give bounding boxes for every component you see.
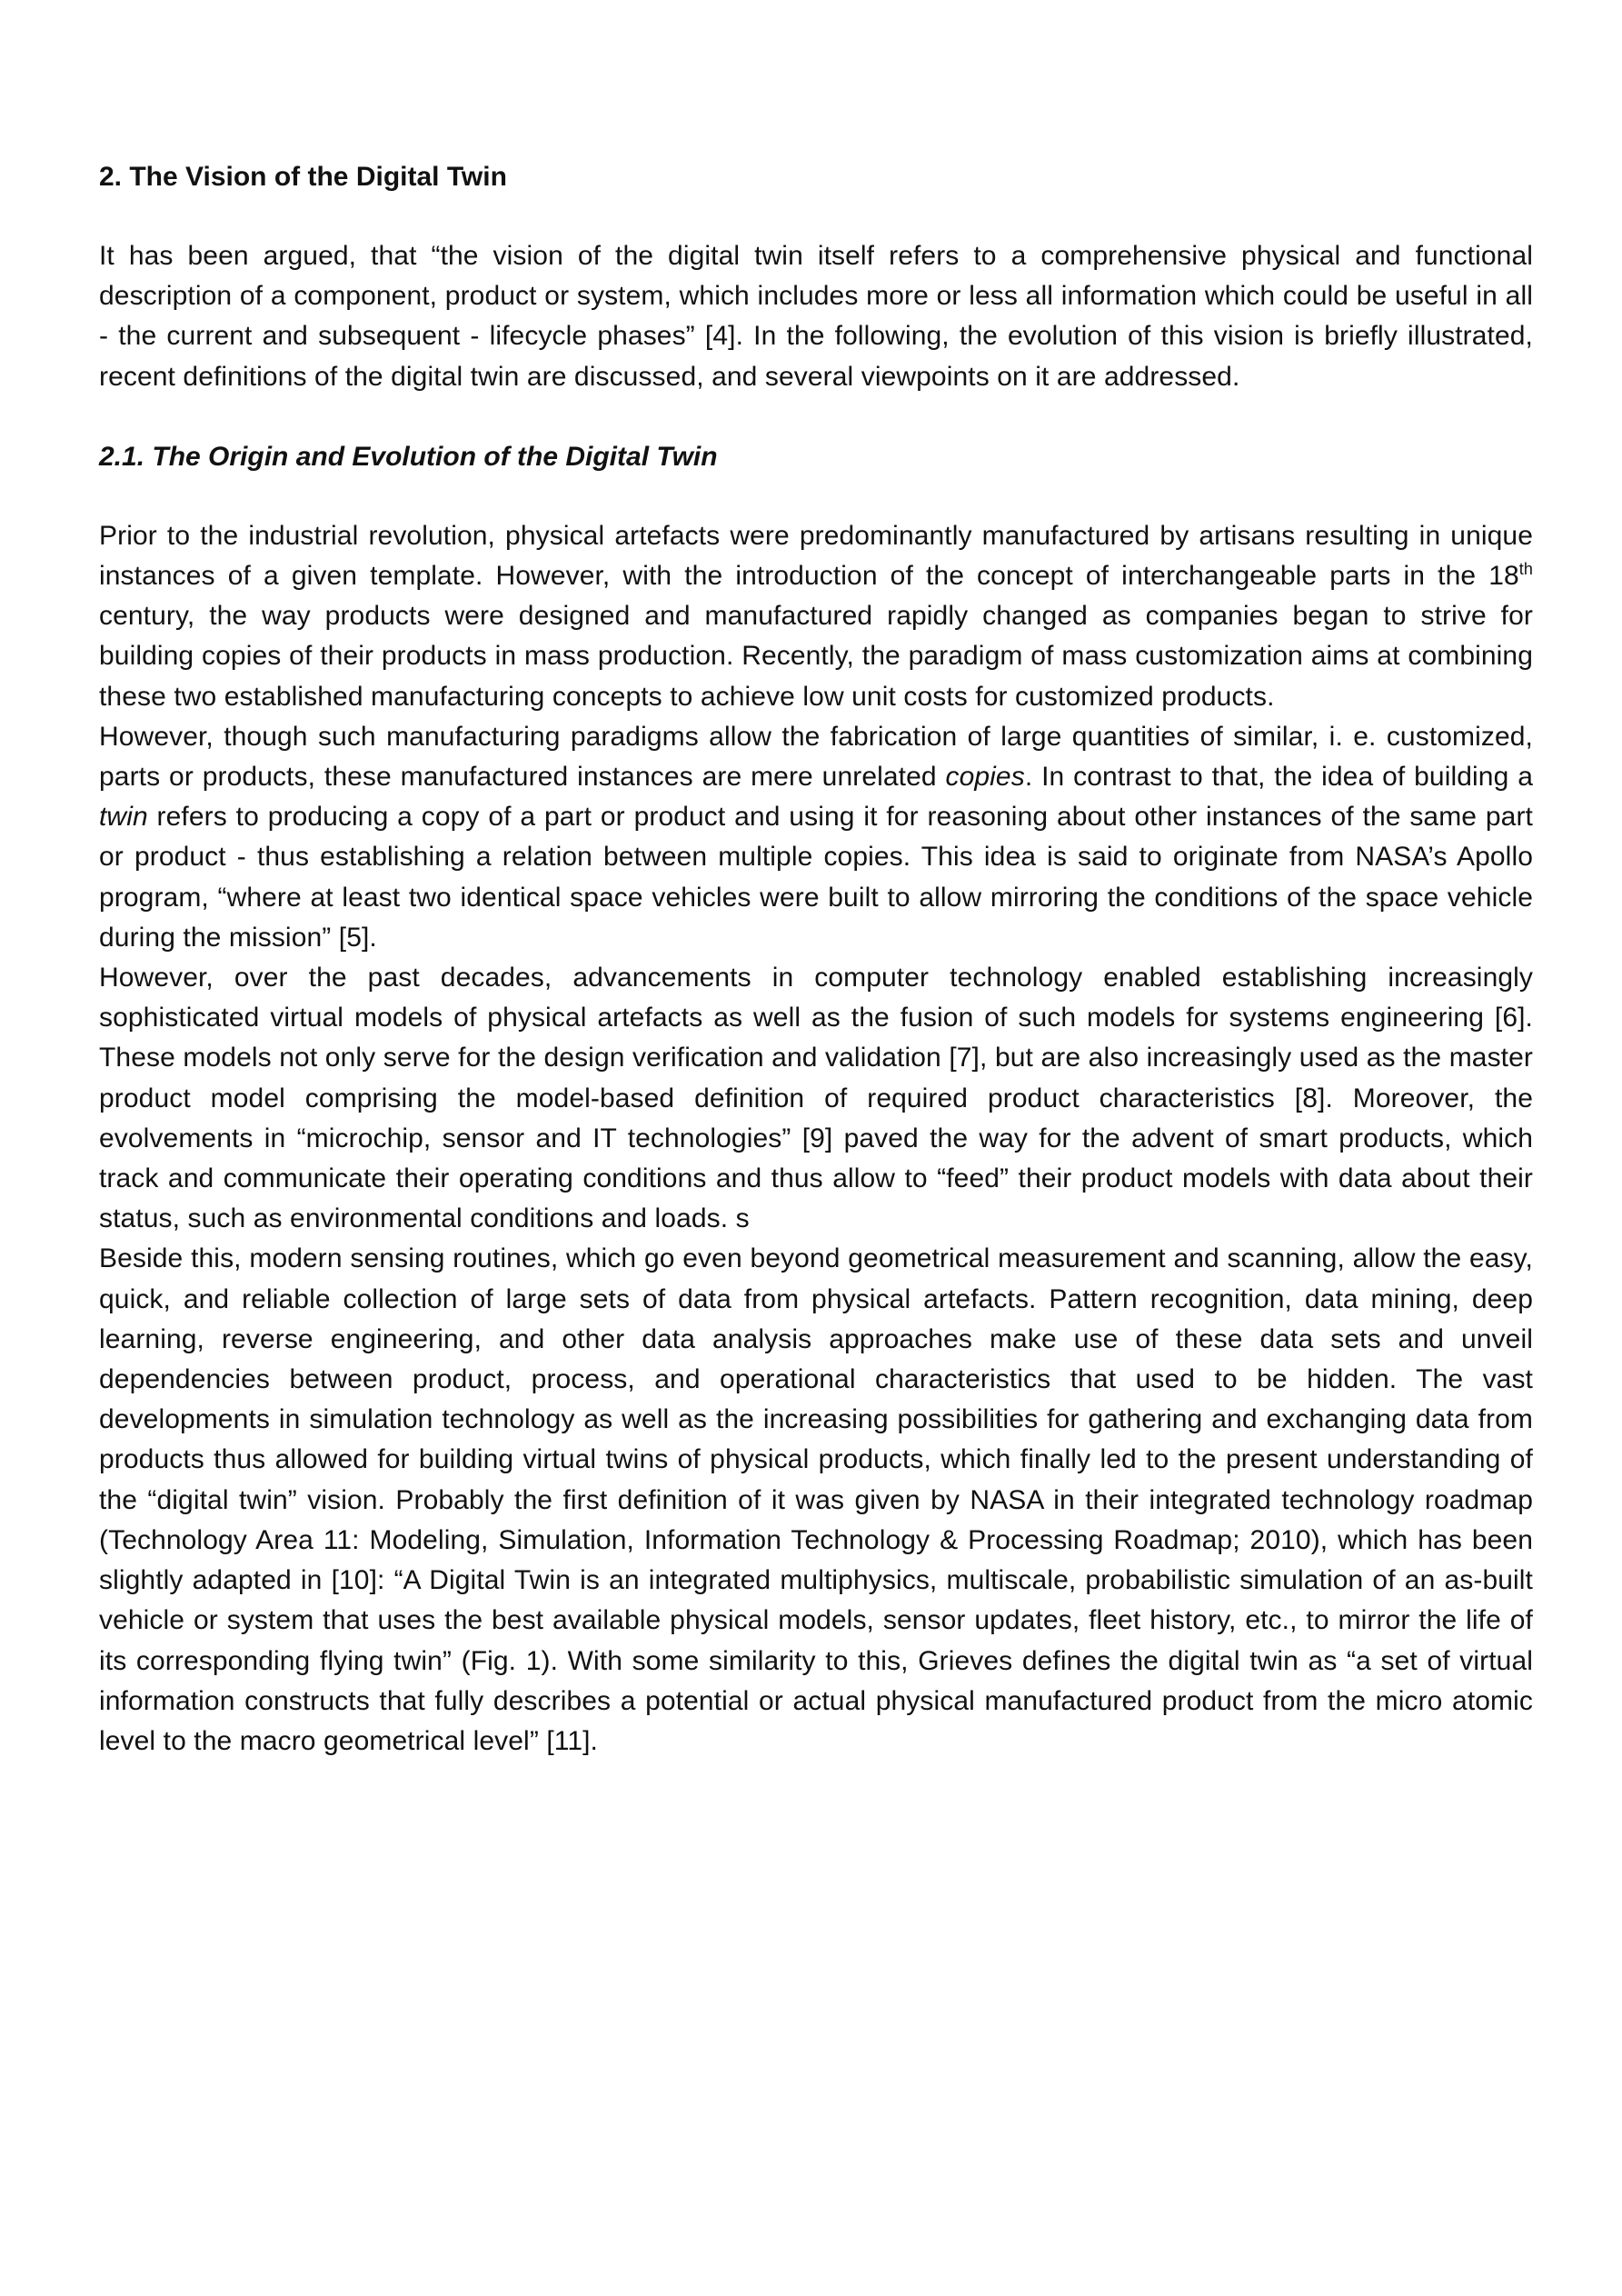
- intro-paragraph: It has been argued, that “the vision of the digital twin itself refers to a comprehensive physical and functional description of a component, product or system, which includes more or less all information which could be useful in all - the current and subsequent - lifecycle phases” [4]. In the following, the evolution of this vision is briefly illustrated, recent definitions of the digital twin are discussed, and several viewpoints on it are addressed.: [99, 241, 1533, 392]
- paragraph-1-text-b: century, the way products were designed and manufactured rapidly changed as companies began to strive for building copies of their products in mass production. Recently, the paradigm of mass customization aims at combining these two established manufacturing concepts to achieve low unit costs for customized products.: [99, 601, 1533, 712]
- paragraph-4: Beside this, modern sensing routines, which go even beyond geometrical measurement and scanning, allow the easy, quick, and reliable collection of large sets of data from physical artefacts. Pattern recognition, data mining, deep learning, reverse engineering, and other data analysis approaches make use of these data sets and unveil dependencies between product, process, and operational characteristics that used to be hidden. The vast developments in simulation technology as well as the increasing possibilities for gathering and exchanging data from products thus allowed for building virtual twins of physical products, which finally led to the present understanding of the “digital twin” vision. Probably the first definition of it was given by NASA in their integrated technology roadmap (Technology Area 11: Modeling, Simulation, Information Technology & Processing Roadmap; 2010), which has been slightly adapted in [10]: “A Digital Twin is an integrated multiphysics, multiscale, probabilistic simulation of an as-built vehicle or system that uses the best available physical models, sensor updates, fleet history, etc., to mirror the life of its corresponding flying twin” (Fig. 1). With some similarity to this, Grieves defines the digital twin as “a set of virtual information constructs that fully describes a potential or actual physical manufactured product from the micro atomic level to the macro geometrical level” [11].: [99, 1243, 1533, 1756]
- emphasis-copies: copies: [945, 762, 1025, 793]
- subsection-heading: 2.1. The Origin and Evolution of the Digital Twin: [99, 441, 718, 472]
- paragraph-2: [99, 717, 1533, 958]
- paragraph-2-text-b: . In contrast to that, the idea of building a: [1024, 762, 1533, 793]
- superscript-th: th: [1518, 560, 1533, 579]
- paragraph-1: [99, 516, 1533, 717]
- section-heading: 2. The Vision of the Digital Twin: [99, 162, 507, 192]
- paragraph-2-text-a: However, though such manufacturing paradigms allow the fabrication of large quantities of similar, i. e. customized, parts or products, these manufactured instances are mere unrelated: [99, 721, 1533, 793]
- document-page: [99, 157, 1533, 1762]
- paragraph-3: However, over the past decades, advancements in computer technology enabled establishing increasingly sophisticated virtual models of physical artefacts as well as the fusion of such models for systems engineering [6]. These models not only serve for the design verification and validation [7], but are also increasingly used as the master product model comprising the model-based definition of required product characteristics [8]. Moreover, the evolvements in “microchip, sensor and IT technologies” [9] paved the way for the advent of smart products, which track and communicate their operating conditions and thus allow to “feed” their product models with data about their status, such as environmental conditions and loads. s: [99, 963, 1533, 1234]
- paragraph-2-text-c: refers to producing a copy of a part or product and using it for reasoning about other instances of the same part or product - thus establishing a relation between multiple copies. This idea is said to originate from NASA’s Apollo program, “where at least two identical space vehicles were built to allow mirroring the conditions of the space vehicle during the mission” [5].: [99, 802, 1533, 953]
- paragraph-1-text-a: Prior to the industrial revolution, physical artefacts were predominantly manufactured by artisans resulting in unique instances of a given template. However, with the introduction of the concept of interchangeable parts in the 18: [99, 520, 1533, 592]
- emphasis-twin: twin: [99, 802, 148, 833]
